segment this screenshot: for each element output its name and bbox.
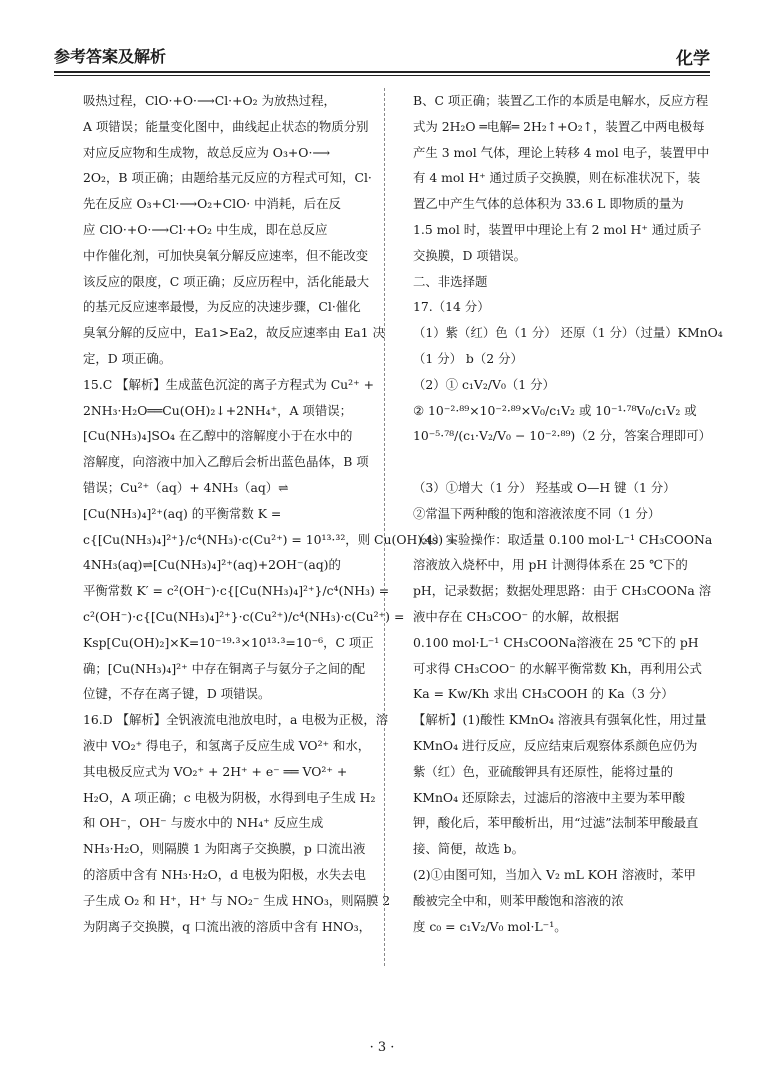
text-line: 15.C 【解析】生成蓝色沉淀的离子方程式为 Cu²⁺ + <box>83 376 374 392</box>
text-line: c²(OH⁻)·c{[Cu(NH₃)₄]²⁺}·c(Cu²⁺)/c⁴(NH₃)·c(Cu²⁺) = <box>83 608 405 624</box>
text-line: 二、非选择题 <box>413 273 488 289</box>
right-column <box>413 88 723 939</box>
header-rule-thin <box>54 75 710 76</box>
text-line: 确；[Cu(NH₃)₄]²⁺ 中存在铜离子与氨分子之间的配 <box>83 660 366 676</box>
text-line: 交换膜，D 项错误。 <box>413 247 526 263</box>
text-line <box>413 449 701 475</box>
text-line: 0.100 mol·L⁻¹ CH₃COONa溶液在 25 ℃下的 pH <box>413 634 699 650</box>
text-line: c{[Cu(NH₃)₄]²⁺}/c⁴(NH₃)·c(Cu²⁺) = 10¹³·³²，则 Cu(OH)₂(s) + <box>83 531 458 547</box>
text-line: 有 4 mol H⁺ 通过质子交换膜，则在标准状况下，装 <box>413 170 701 186</box>
text-line: 可求得 CH₃COO⁻ 的水解平衡常数 Kh，再利用公式 <box>413 660 702 676</box>
text-line: Ksp[Cu(OH)₂]×K=10⁻¹⁹·³×10¹³·³=10⁻⁶，C 项正 <box>83 634 374 650</box>
text-line: （3）①增大（1 分） 羟基或 O—H 键（1 分） <box>413 479 676 495</box>
header-rule-thick <box>54 71 710 73</box>
text-line: 置乙中产生气体的总体积为 33.6 L 即物质的量为 <box>413 196 684 212</box>
text-line: 【解析】(1)酸性 KMnO₄ 溶液具有强氧化性，用过量 <box>413 712 707 728</box>
text-line: （1 分） b（2 分） <box>413 350 523 366</box>
text-line: 的基元反应速率最慢，为反应的决速步骤，Cl·催化 <box>83 299 361 315</box>
text-line: （1）紫（红）色（1 分） 还原（1 分）（过量）KMnO₄ <box>413 325 723 341</box>
text-line: 酸被完全中和，则苯甲酸饱和溶液的浓 <box>413 892 624 908</box>
text-line: 其电极反应式为 VO₂⁺ + 2H⁺ + e⁻ ══ VO²⁺ + <box>83 763 348 779</box>
text-line: 2O₂，B 项正确；由题给基元反应的方程式可知，Cl· <box>83 170 372 186</box>
text-line: 溶解度，向溶液中加入乙醇后会析出蓝色晶体，B 项 <box>83 454 369 470</box>
text-line: 子生成 O₂ 和 H⁺，H⁺ 与 NO₂⁻ 生成 HNO₃，则隔膜 2 <box>83 892 391 908</box>
text-line: KMnO₄ 进行反应，反应结束后观察体系颜色应仍为 <box>413 737 698 753</box>
text-line: H₂O，A 项正确；c 电极为阴极，水得到电子生成 H₂ <box>83 789 376 805</box>
text-line: 错误；Cu²⁺（aq）+ 4NH₃（aq）⇌ <box>83 479 289 495</box>
text-line: [Cu(NH₃)₄]²⁺(aq) 的平衡常数 K = <box>83 505 282 521</box>
text-line: 2NH₃·H₂O══Cu(OH)₂↓+2NH₄⁺，A 项错误； <box>83 402 352 418</box>
text-line: KMnO₄ 还原除去，过滤后的溶液中主要为苯甲酸 <box>413 789 686 805</box>
text-line: 该反应的限度，C 项正确；反应历程中，活化能最大 <box>83 273 370 289</box>
text-line: 的溶质中含有 NH₃·H₂O，d 电极为阳极，水失去电 <box>83 866 366 882</box>
text-line: NH₃·H₂O，则隔膜 1 为阳离子交换膜，p 口流出液 <box>83 841 366 857</box>
text-line: 式为 2H₂O ═电解═ 2H₂↑+O₂↑，装置乙中两电极每 <box>413 118 705 134</box>
text-line: [Cu(NH₃)₄]SO₄ 在乙醇中的溶解度小于在水中的 <box>83 428 353 444</box>
text-line: 接、简便，故选 b。 <box>413 841 524 857</box>
text-line: 定，D 项正确。 <box>83 350 172 366</box>
text-line: 16.D 【解析】全钒液流电池放电时，a 电极为正极，溶 <box>83 712 389 728</box>
text-line: 臭氧分解的反应中，Ea1>Ea2，故反应速率由 Ea1 决 <box>83 325 385 341</box>
text-line: Ka = Kw/Kh 求出 CH₃COOH 的 Ka（3 分） <box>413 686 674 702</box>
text-line: 液中 VO₂⁺ 得电子，和氢离子反应生成 VO²⁺ 和水， <box>83 737 371 753</box>
text-line: 10⁻⁵·⁷⁸/(c₁·V₂/V₀ − 10⁻²·⁸⁹)（2 分，答案合理即可） <box>413 428 711 444</box>
text-line: （2）① c₁V₂/V₀（1 分） <box>413 376 555 392</box>
text-line: 4NH₃(aq)⇌[Cu(NH₃)₄]²⁺(aq)+2OH⁻(aq)的 <box>83 557 341 573</box>
text-line: 液中存在 CH₃COO⁻ 的水解，故根据 <box>413 608 619 624</box>
text-line: (2)①由图可知，当加入 V₂ mL KOH 溶液时，苯甲 <box>413 866 696 882</box>
text-line: （4）实验操作：取适量 0.100 mol·L⁻¹ CH₃COONa <box>413 531 713 547</box>
text-line: pH，记录数据；数据处理思路：由于 CH₃COONa 溶 <box>413 583 712 599</box>
text-line: 先在反应 O₃+Cl·⟶O₂+ClO· 中消耗，后在反 <box>83 196 341 212</box>
text-line: 度 c₀ = c₁V₂/V₀ mol·L⁻¹。 <box>413 918 567 934</box>
text-line: 平衡常数 K′ = c²(OH⁻)·c{[Cu(NH₃)₄]²⁺}/c⁴(NH₃) = <box>83 583 390 599</box>
text-line: 1.5 mol 时，装置甲中理论上有 2 mol H⁺ 通过质子 <box>413 221 702 237</box>
text-line: ② 10⁻²·⁸⁹×10⁻²·⁸⁹×V₀/c₁V₂ 或 10⁻¹·⁷⁸V₀/c₁V₂ 或 <box>413 402 697 418</box>
text-line: 应 ClO·+O·⟶Cl·+O₂ 中生成，即在总反应 <box>83 221 328 237</box>
text-line: 紫（红）色，亚硫酸钾具有还原性，能将过量的 <box>413 763 674 779</box>
text-line: 钾，酸化后，苯甲酸析出，用“过滤”法制苯甲酸最直 <box>413 815 699 831</box>
text-line: 中作催化剂，可加快臭氧分解反应速率，但不能改变 <box>83 247 368 263</box>
text-line: 17.（14 分） <box>413 299 490 315</box>
column-divider <box>384 88 385 966</box>
text-line: 为阴离子交换膜，q 口流出液的溶质中含有 HNO₃， <box>83 918 372 934</box>
text-line: 溶液放入烧杯中，用 pH 计测得体系在 25 ℃下的 <box>413 557 688 573</box>
text-line: 位键，不存在离子键，D 项错误。 <box>83 686 271 702</box>
page-header <box>54 42 710 72</box>
header-subject: 化学 <box>676 49 710 69</box>
text-line: 产生 3 mol 气体，理论上转移 4 mol 电子，装置甲中 <box>413 144 710 160</box>
text-line: 吸热过程，ClO·+O·⟶Cl·+O₂ 为放热过程， <box>83 93 336 108</box>
header-title: 参考答案及解析 <box>54 47 167 66</box>
page-number: · 3 · <box>369 1040 395 1055</box>
text-line: B、C 项正确；装置乙工作的本质是电解水，反应方程 <box>413 93 709 108</box>
text-line: A 项错误；能量变化图中，曲线起止状态的物质分别 <box>83 118 369 134</box>
text-line: 对应反应物和生成物，故总反应为 O₃+O·⟶ <box>83 144 331 160</box>
text-line: ②常温下两种酸的饱和溶液浓度不同（1 分） <box>413 505 661 521</box>
text-line: 和 OH⁻，OH⁻ 与废水中的 NH₄⁺ 反应生成 <box>83 815 324 831</box>
